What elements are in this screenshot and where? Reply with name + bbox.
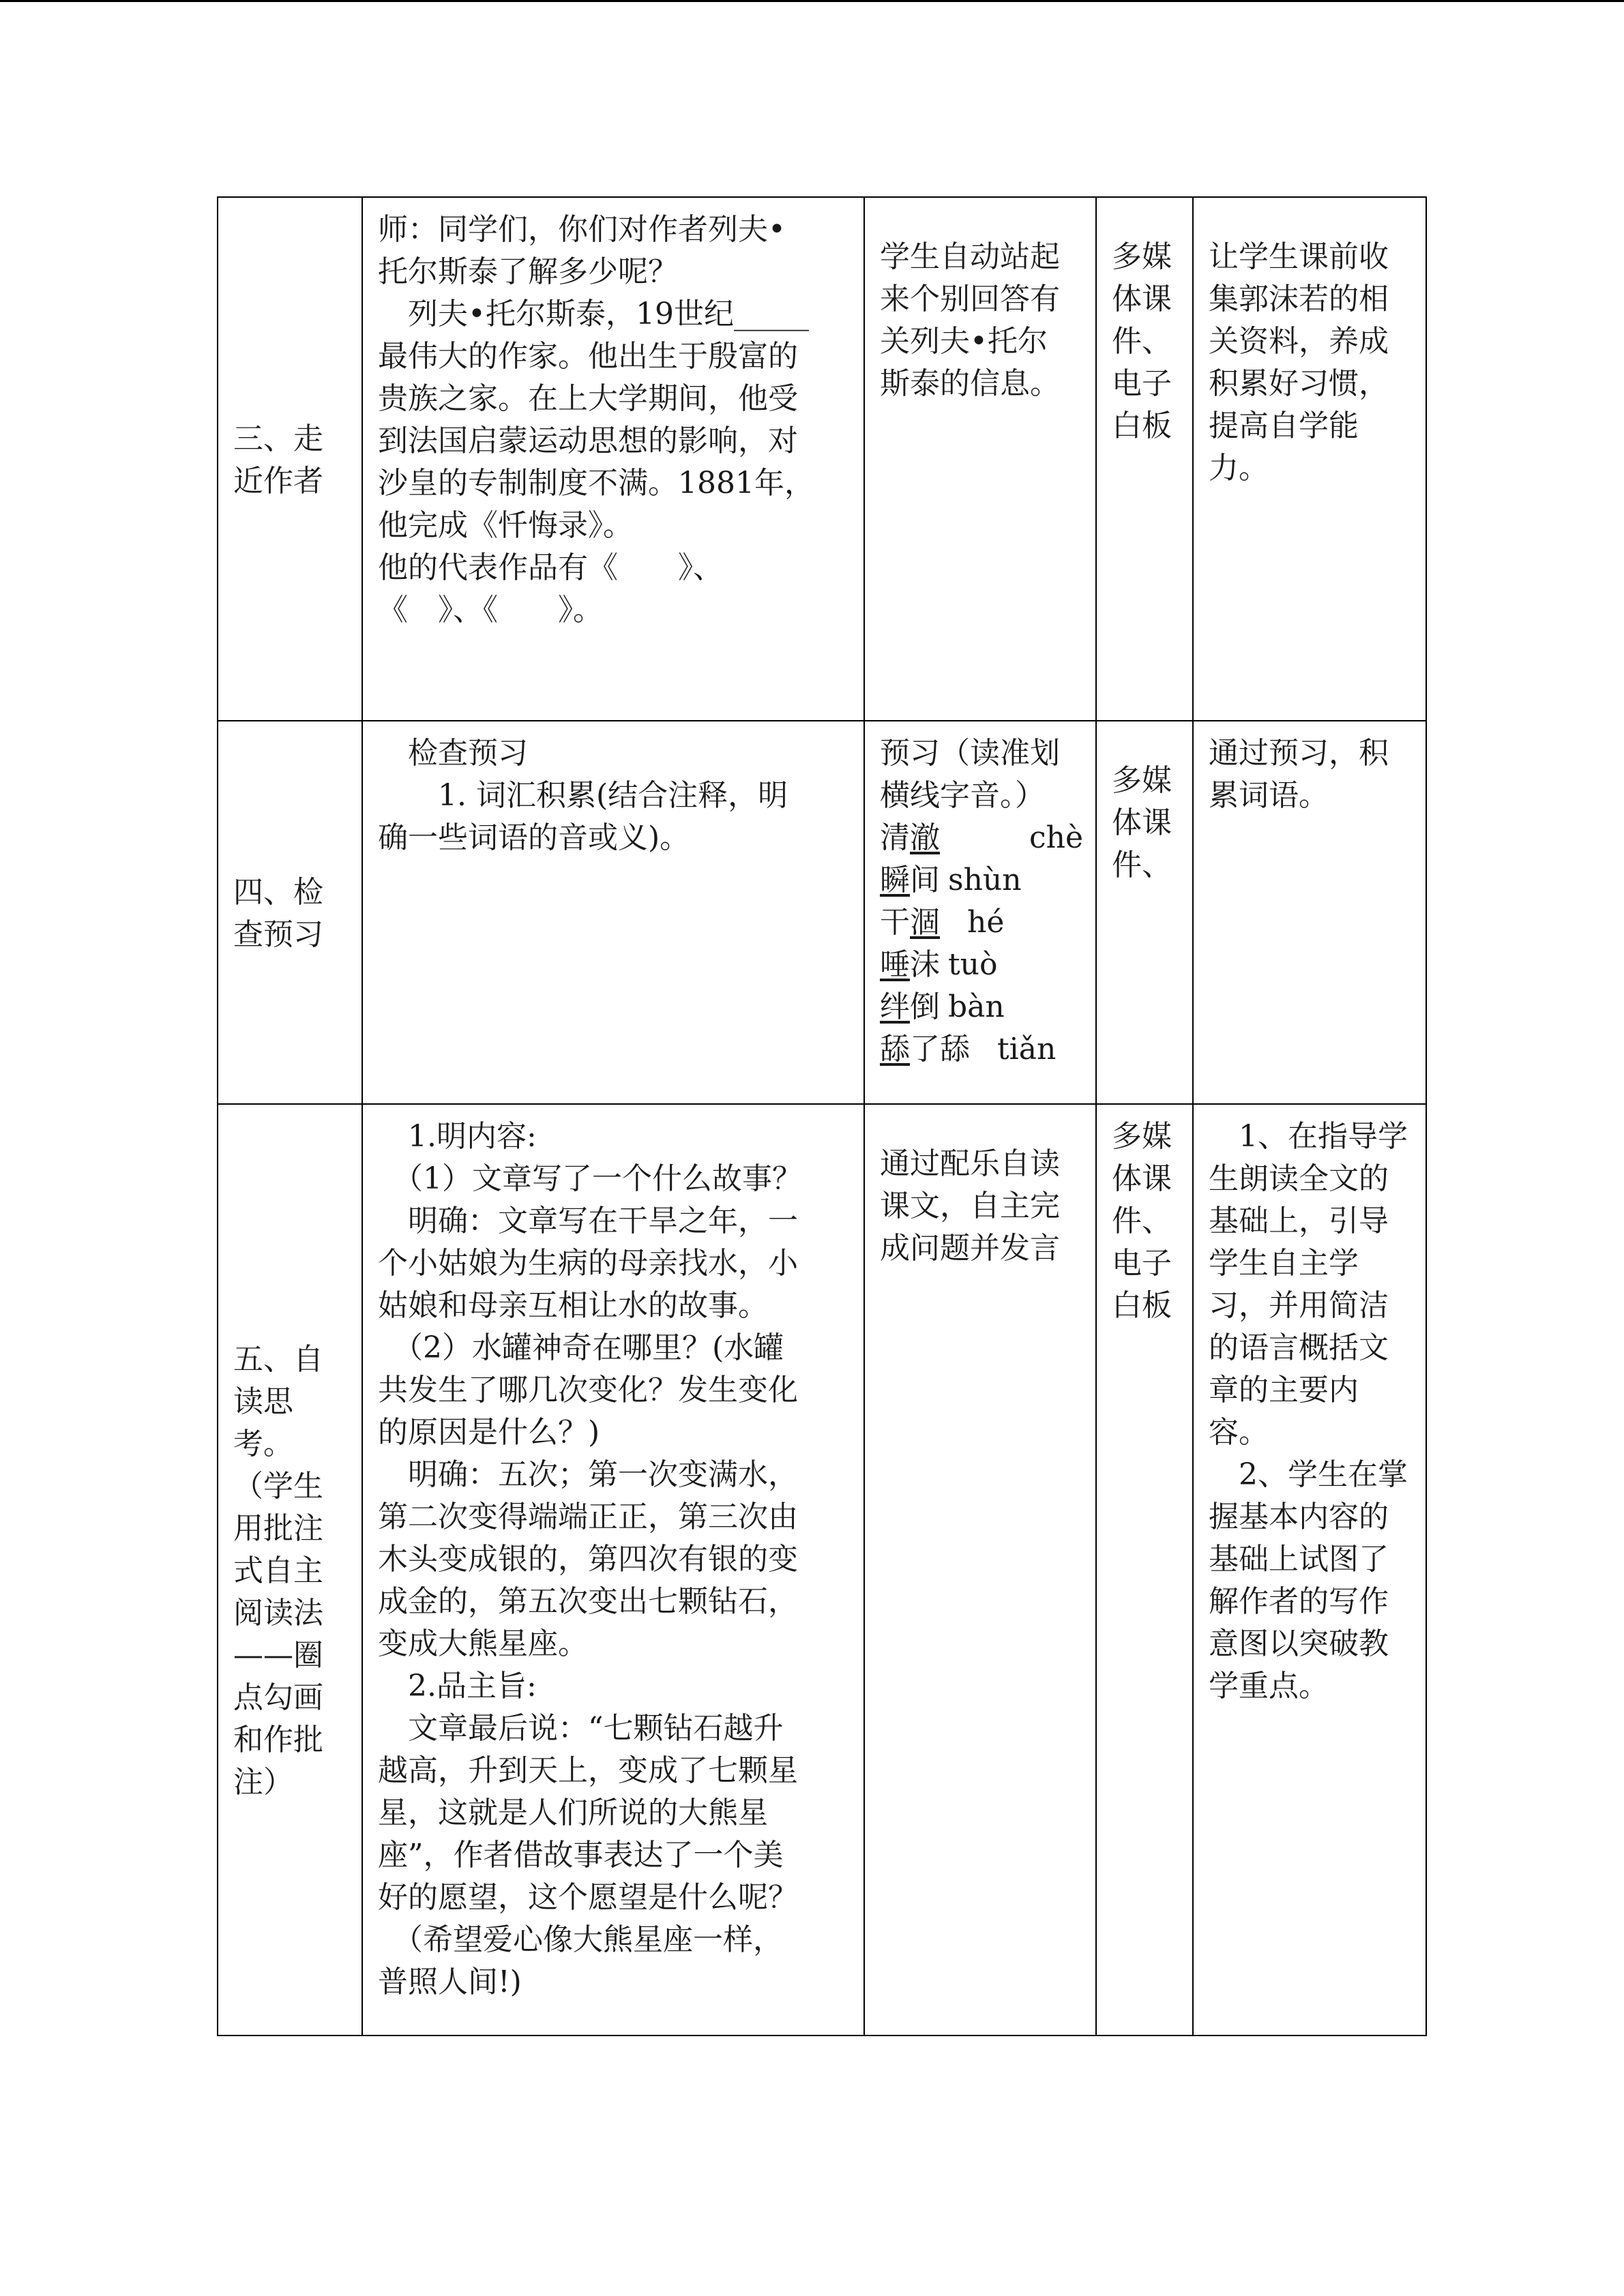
student-line: 预习（读准划 bbox=[880, 736, 1060, 771]
intent-line: 累词语。 bbox=[1209, 778, 1329, 813]
teacher-line: 到法国启蒙运动思想的影响，对 bbox=[378, 423, 798, 458]
intent-line: 让学生课前收 bbox=[1209, 239, 1389, 274]
teacher-line: （希望爱心像大熊星座一样， bbox=[378, 1922, 783, 1957]
table-row-preview bbox=[218, 721, 1426, 1104]
vocab-pinyin: bàn bbox=[948, 989, 1005, 1024]
teacher-line: 1.明内容: bbox=[378, 1119, 537, 1154]
intent-line: 基础上，引导 bbox=[1209, 1204, 1389, 1238]
media-line: 电子 bbox=[1112, 366, 1172, 401]
intent-line: 集郭沫若的相 bbox=[1209, 282, 1389, 316]
vocab-pinyin: shùn bbox=[948, 863, 1022, 897]
teacher-line: 确一些词语的音或义)。 bbox=[378, 820, 690, 855]
student-activity-cell-author bbox=[864, 197, 1096, 721]
media-line: 多媒 bbox=[1112, 239, 1172, 274]
step-cell-author bbox=[218, 197, 362, 721]
vocab-item bbox=[880, 901, 1083, 944]
intent-line: 意图以突破教 bbox=[1209, 1626, 1389, 1661]
teacher-line: 的原因是什么？) bbox=[378, 1415, 600, 1450]
step-text: 阅读法 bbox=[233, 1596, 323, 1630]
vocab-item bbox=[880, 859, 1083, 901]
vocab-word: 绊倒 bbox=[880, 989, 940, 1024]
teacher-activity-cell-author bbox=[362, 197, 864, 721]
student-line: 课文，自主完 bbox=[880, 1189, 1060, 1223]
table-row-self-reading bbox=[218, 1104, 1426, 2036]
teacher-line: 师：同学们，你们对作者列夫• bbox=[378, 212, 786, 247]
student-line: 关列夫•托尔 bbox=[880, 324, 1048, 359]
teacher-line: 托尔斯泰了解多少呢？ bbox=[378, 254, 678, 289]
media-line: 体课 bbox=[1112, 805, 1172, 840]
teacher-line: 木头变成银的，第四次有银的变 bbox=[378, 1542, 798, 1577]
teacher-line: 他完成《忏悔录》。 bbox=[378, 508, 633, 543]
vocab-pinyin: tiǎn bbox=[997, 1032, 1057, 1067]
media-cell-author bbox=[1096, 197, 1193, 721]
teacher-line: 共发生了哪几次变化？发生变化 bbox=[378, 1373, 798, 1407]
student-line: 来个别回答有 bbox=[880, 282, 1060, 316]
teacher-line: 他的代表作品有《 》、 bbox=[378, 550, 723, 585]
intent-line: 容。 bbox=[1209, 1415, 1269, 1450]
step-text: 和作批 bbox=[233, 1723, 323, 1757]
media-line: 件、 bbox=[1112, 848, 1172, 882]
student-line: 学生自动站起 bbox=[880, 239, 1060, 274]
step-text: 注） bbox=[233, 1765, 293, 1800]
step-text: 点勾画 bbox=[233, 1680, 323, 1715]
intent-line: 的语言概括文 bbox=[1209, 1330, 1389, 1365]
media-line: 多媒 bbox=[1112, 1119, 1172, 1154]
step-text: 四、检 bbox=[233, 875, 323, 910]
media-line: 件、 bbox=[1112, 1204, 1172, 1238]
media-cell-self-reading bbox=[1096, 1104, 1193, 2036]
teacher-line: 文章最后说：“七颗钻石越升 bbox=[378, 1711, 784, 1746]
teacher-line: 变成大熊星座。 bbox=[378, 1626, 588, 1661]
step-cell-preview bbox=[218, 721, 362, 1104]
media-line: 体课 bbox=[1112, 1161, 1172, 1196]
step-text: 考。 bbox=[233, 1427, 293, 1461]
intent-line: 积累好习惯， bbox=[1209, 366, 1389, 401]
vocab-item bbox=[880, 1028, 1083, 1071]
media-line: 电子 bbox=[1112, 1246, 1172, 1281]
intent-line: 1、在指导学 bbox=[1209, 1119, 1408, 1154]
intent-line: 提高自学能 bbox=[1209, 408, 1359, 443]
teacher-line: 明确：文章写在干旱之年，一 bbox=[378, 1204, 798, 1238]
intent-line: 学生自主学 bbox=[1209, 1246, 1359, 1281]
vocab-word: 瞬间 bbox=[880, 863, 940, 897]
teacher-line: 普照人间!) bbox=[378, 1965, 522, 1999]
intent-line: 基础上试图了 bbox=[1209, 1542, 1389, 1577]
media-line: 体课 bbox=[1112, 282, 1172, 316]
step-text: 三、走 bbox=[233, 421, 323, 456]
lesson-plan-table bbox=[217, 196, 1427, 2036]
vocab-pinyin: tuò bbox=[948, 947, 998, 982]
teacher-line: 个小姑娘为生病的母亲找水，小 bbox=[378, 1246, 798, 1281]
intent-line: 解作者的写作 bbox=[1209, 1584, 1389, 1619]
intent-cell-self-reading bbox=[1193, 1104, 1426, 2036]
teacher-line: （1）文章写了一个什么故事？ bbox=[378, 1161, 802, 1196]
teacher-activity-cell-preview bbox=[362, 721, 864, 1104]
teacher-line: （2）水罐神奇在哪里？(水罐 bbox=[378, 1330, 784, 1365]
intent-line: 习，并用简洁 bbox=[1209, 1288, 1389, 1323]
teacher-line: 第二次变得端端正正，第三次由 bbox=[378, 1500, 798, 1534]
teacher-line: 1. 词汇积累(结合注释，明 bbox=[378, 778, 788, 813]
teacher-line: 列夫•托尔斯泰，19世纪_____ bbox=[378, 297, 809, 331]
step-cell-self-reading bbox=[218, 1104, 362, 2036]
intent-cell-preview bbox=[1193, 721, 1426, 1104]
media-line: 白板 bbox=[1112, 408, 1172, 443]
vocab-word: 舔了舔 bbox=[880, 1032, 970, 1067]
step-text: 式自主 bbox=[233, 1553, 323, 1588]
teacher-line: 检查预习 bbox=[378, 736, 528, 771]
teacher-line: 2.品主旨: bbox=[378, 1669, 537, 1703]
step-text: 查预习 bbox=[233, 917, 323, 952]
student-activity-cell-self-reading bbox=[864, 1104, 1096, 2036]
intent-cell-author bbox=[1193, 197, 1426, 721]
student-line: 横线字音。） bbox=[880, 778, 1045, 813]
page-top-border bbox=[0, 0, 1624, 2]
teacher-line: 姑娘和母亲互相让水的故事。 bbox=[378, 1288, 768, 1323]
intent-line: 生朗读全文的 bbox=[1209, 1161, 1389, 1196]
teacher-line: 贵族之家。在上大学期间，他受 bbox=[378, 381, 798, 416]
media-line: 白板 bbox=[1112, 1288, 1172, 1323]
student-line: 通过配乐自读 bbox=[880, 1146, 1060, 1181]
intent-line: 关资料，养成 bbox=[1209, 324, 1389, 359]
vocab-pinyin: hé bbox=[967, 905, 1005, 940]
table-row-author bbox=[218, 197, 1426, 721]
vocab-item bbox=[880, 986, 1083, 1028]
teacher-line: 《 》、《 》。 bbox=[378, 593, 603, 627]
step-text: 用批注 bbox=[233, 1511, 323, 1546]
vocab-word: 唾沫 bbox=[880, 947, 940, 982]
media-cell-preview bbox=[1096, 721, 1193, 1104]
vocab-word: 清澈 bbox=[880, 820, 940, 855]
vocab-item bbox=[880, 817, 1083, 859]
intent-line: 握基本内容的 bbox=[1209, 1500, 1389, 1534]
step-text: （学生 bbox=[233, 1469, 323, 1504]
teacher-line: 明确：五次；第一次变满水， bbox=[378, 1457, 798, 1492]
step-text: 读思 bbox=[233, 1384, 293, 1419]
intent-line: 通过预习，积 bbox=[1209, 736, 1389, 771]
teacher-line: 星，这就是人们所说的大熊星 bbox=[378, 1795, 768, 1830]
vocab-item bbox=[880, 944, 1083, 986]
media-line: 件、 bbox=[1112, 324, 1172, 359]
teacher-activity-cell-self-reading bbox=[362, 1104, 864, 2036]
step-text: 近作者 bbox=[233, 464, 323, 498]
teacher-line: 越高，升到天上，变成了七颗星 bbox=[378, 1753, 798, 1788]
step-text: 五、自 bbox=[233, 1342, 323, 1377]
vocab-pinyin: chè bbox=[1029, 820, 1083, 855]
teacher-line: 最伟大的作家。他出生于殷富的 bbox=[378, 339, 798, 374]
intent-line: 力。 bbox=[1209, 451, 1269, 486]
teacher-line: 沙皇的专制制度不满。1881年， bbox=[378, 466, 814, 501]
teacher-line: 好的愿望，这个愿望是什么呢？ bbox=[378, 1880, 798, 1915]
step-text: ——圈 bbox=[233, 1638, 323, 1673]
media-line: 多媒 bbox=[1112, 763, 1172, 798]
student-line: 斯泰的信息。 bbox=[880, 366, 1060, 401]
intent-line: 2、学生在掌 bbox=[1209, 1457, 1408, 1492]
vocab-word: 干涸 bbox=[880, 905, 940, 940]
teacher-line: 座”，作者借故事表达了一个美 bbox=[378, 1838, 784, 1873]
student-activity-cell-preview bbox=[864, 721, 1096, 1104]
intent-line: 学重点。 bbox=[1209, 1669, 1329, 1703]
intent-line: 章的主要内 bbox=[1209, 1373, 1359, 1407]
teacher-line: 成金的，第五次变出七颗钻石， bbox=[378, 1584, 798, 1619]
student-line: 成问题并发言 bbox=[880, 1231, 1060, 1266]
